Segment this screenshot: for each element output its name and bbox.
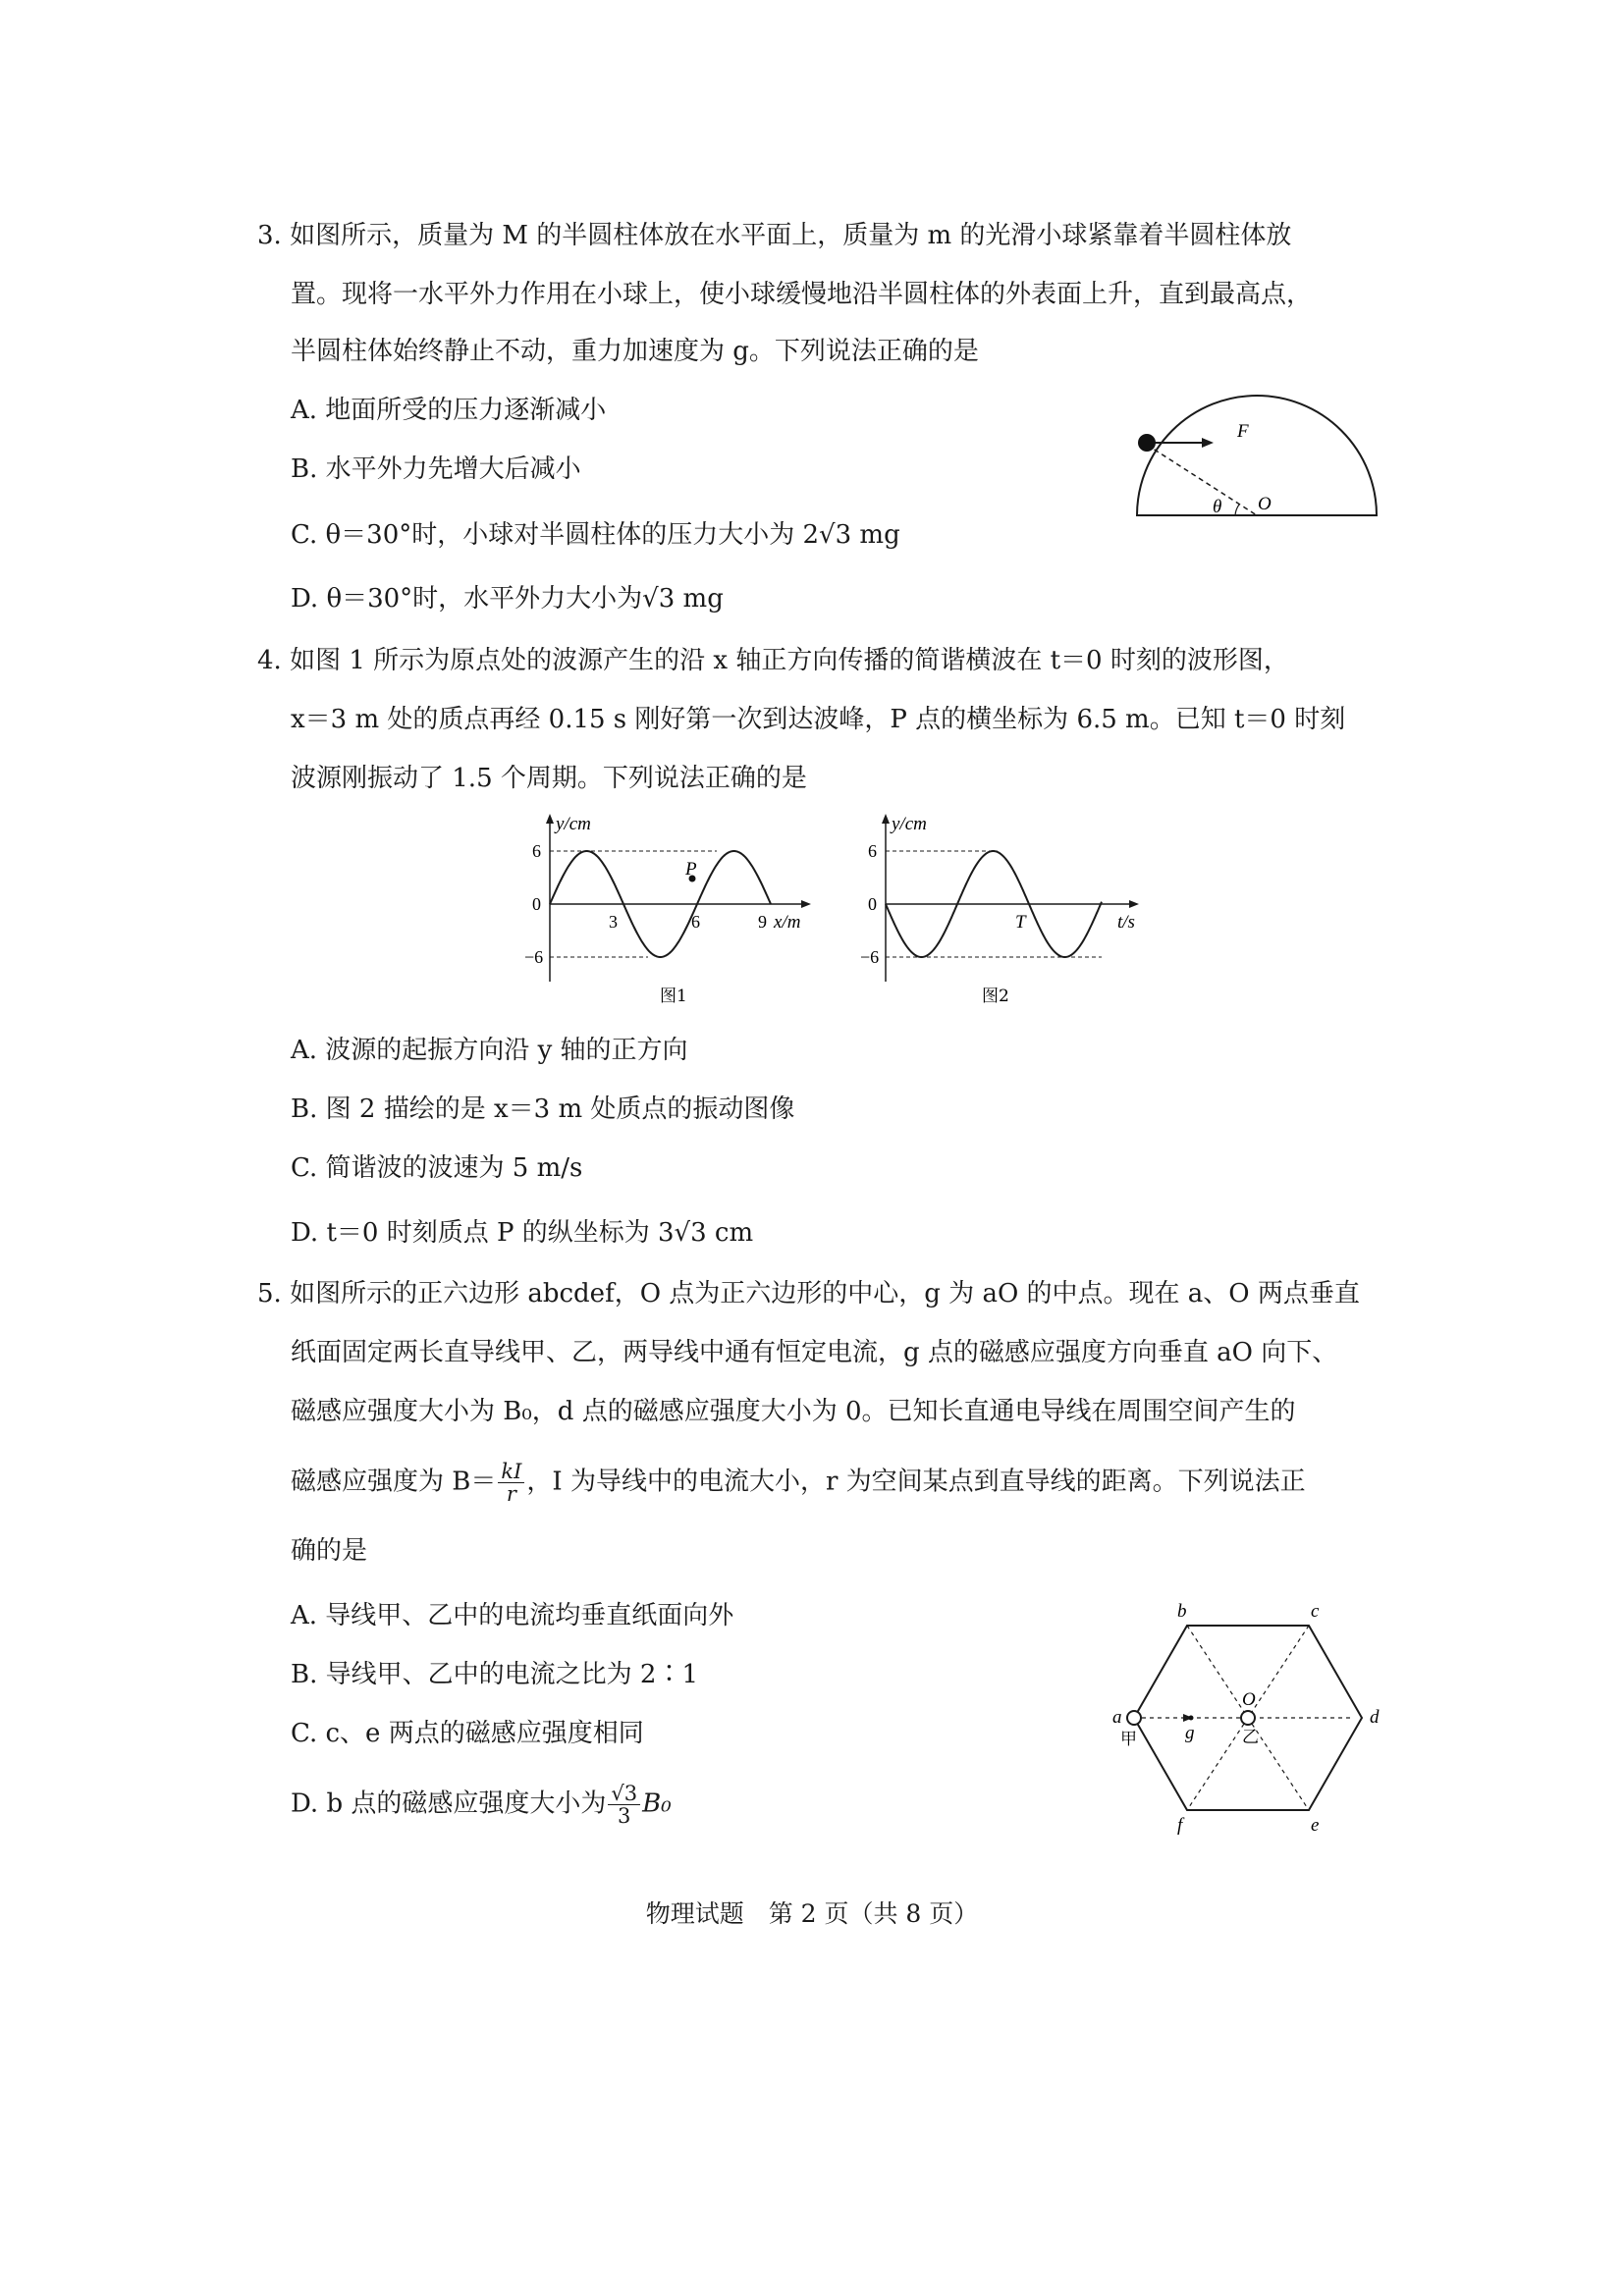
q3-line-3: 半圆柱体始终静止不动，重力加速度为 g。下列说法正确的是 xyxy=(291,337,979,366)
hex-e: e xyxy=(1311,1815,1320,1836)
hex-g: g xyxy=(1185,1723,1195,1743)
hex-d: d xyxy=(1370,1707,1380,1728)
fig2-ybottom: −6 xyxy=(860,947,880,967)
small-ball xyxy=(1138,434,1156,452)
optd-numerator: √3 xyxy=(608,1783,640,1805)
q3-option-d: D. θ＝30°时，水平外力大小为√3 mg xyxy=(291,584,724,614)
optd-fraction xyxy=(608,1783,640,1827)
fig1-ytop: 6 xyxy=(532,841,541,861)
q4-option-c: C. 简谐波的波速为 5 m/s xyxy=(291,1153,583,1183)
q3-half-cylinder-figure xyxy=(1129,388,1384,525)
q4-line-1: 4. 如图 1 所示为原点处的波源产生的沿 x 轴正方向传播的简谐横波在 t＝0 时刻的波形图， xyxy=(257,646,1289,675)
label-F: F xyxy=(1237,421,1249,442)
formula-suffix: ，I 为导线中的电流大小，r 为空间某点到直导线的距离。下列说法正 xyxy=(526,1467,1306,1497)
fraction-numerator: kI xyxy=(498,1461,524,1483)
q4-option-b: B. 图 2 描绘的是 x＝3 m 处质点的振动图像 xyxy=(291,1095,795,1124)
radius-line xyxy=(1147,445,1257,515)
optd-b0: B₀ xyxy=(642,1789,672,1819)
fig2-ytop: 6 xyxy=(868,841,877,861)
q5-line-5: 确的是 xyxy=(291,1536,368,1566)
q5-line-3: 磁感应强度大小为 B₀，d 点的磁感应强度大小为 0。已知长直通电导线在周围空间产生的 xyxy=(291,1397,1296,1426)
optd-text: D. b 点的磁感应强度大小为 xyxy=(291,1789,607,1819)
label-theta: θ xyxy=(1213,497,1222,517)
fig1-x6: 6 xyxy=(691,912,700,932)
q3-option-a: A. 地面所受的压力逐渐减小 xyxy=(291,396,607,425)
formula-fraction xyxy=(498,1461,524,1505)
q4-figure-1-waveform xyxy=(511,810,825,1006)
q4-figure-2-vibration xyxy=(846,810,1161,1006)
wire-jia xyxy=(1127,1711,1141,1725)
wire-yi xyxy=(1241,1711,1255,1725)
q5-option-a: A. 导线甲、乙中的电流均垂直纸面向外 xyxy=(291,1601,734,1630)
q5-hexagon-figure xyxy=(1105,1595,1384,1845)
fig2-xlabel: t/s xyxy=(1117,912,1135,933)
optd-denominator: 3 xyxy=(618,1804,631,1828)
q3-option-b: B. 水平外力先增大后减小 xyxy=(291,454,581,484)
hex-a: a xyxy=(1112,1707,1122,1728)
q5-line-4 xyxy=(291,1461,1306,1505)
fig1-xlabel: x/m xyxy=(774,912,801,933)
page-footer: 物理试题 第 2 页（共 8 页） xyxy=(645,1899,979,1928)
q4-line-2: x＝3 m 处的质点再经 0.15 s 刚好第一次到达波峰，P 点的横坐标为 6.5 m。已知 t＝0 时刻 xyxy=(291,705,1346,734)
point-g xyxy=(1189,1716,1194,1721)
fig1-ybottom: −6 xyxy=(524,947,544,967)
fig1-origin: 0 xyxy=(532,894,541,914)
label-P: P xyxy=(685,859,697,880)
q5-option-b: B. 导线甲、乙中的电流之比为 2∶1 xyxy=(291,1660,698,1689)
label-jia: 甲 xyxy=(1120,1730,1137,1749)
fig1-ylabel: y/cm xyxy=(556,814,591,834)
q3-line-1: 3. 如图所示，质量为 M 的半圆柱体放在水平面上，质量为 m 的光滑小球紧靠着半圆柱体放 xyxy=(257,221,1292,250)
fig2-ylabel: y/cm xyxy=(892,814,927,834)
q5-option-d xyxy=(291,1783,672,1827)
fig1-x3: 3 xyxy=(609,912,618,932)
q4-option-d: D. t＝0 时刻质点 P 的纵坐标为 3√3 cm xyxy=(291,1218,754,1248)
label-yi: 乙 xyxy=(1242,1728,1259,1747)
half-cylinder-arc xyxy=(1137,396,1377,515)
fig2-caption: 图2 xyxy=(982,987,1009,1006)
fraction-denominator: r xyxy=(506,1482,516,1506)
hex-f: f xyxy=(1177,1815,1183,1836)
q3-line-2: 置。现将一水平外力作用在小球上，使小球缓慢地沿半圆柱体的外表面上升，直到最高点， xyxy=(291,280,1313,309)
fig2-T: T xyxy=(1015,912,1026,933)
fig1-x9: 9 xyxy=(758,912,767,932)
hex-c: c xyxy=(1311,1601,1320,1622)
q5-line-1: 5. 如图所示的正六边形 abcdef，O 点为正六边形的中心，g 为 aO 的中点。现在 a、O 两点垂直 xyxy=(257,1279,1360,1308)
q5-option-c: C. c、e 两点的磁感应强度相同 xyxy=(291,1719,644,1748)
hex-O: O xyxy=(1242,1689,1256,1710)
q4-line-3: 波源刚振动了 1.5 个周期。下列说法正确的是 xyxy=(291,764,807,793)
label-O: O xyxy=(1258,494,1272,514)
fig2-origin: 0 xyxy=(868,894,877,914)
q4-option-a: A. 波源的起振方向沿 y 轴的正方向 xyxy=(291,1036,688,1065)
fig1-caption: 图1 xyxy=(660,987,687,1006)
hex-b: b xyxy=(1177,1601,1187,1622)
formula-prefix: 磁感应强度为 B＝ xyxy=(291,1467,497,1497)
q3-option-c: C. θ＝30°时，小球对半圆柱体的压力大小为 2√3 mg xyxy=(291,520,900,550)
q5-line-2: 纸面固定两长直导线甲、乙，两导线中通有恒定电流，g 点的磁感应强度方向垂直 aO 向下、 xyxy=(291,1338,1338,1367)
